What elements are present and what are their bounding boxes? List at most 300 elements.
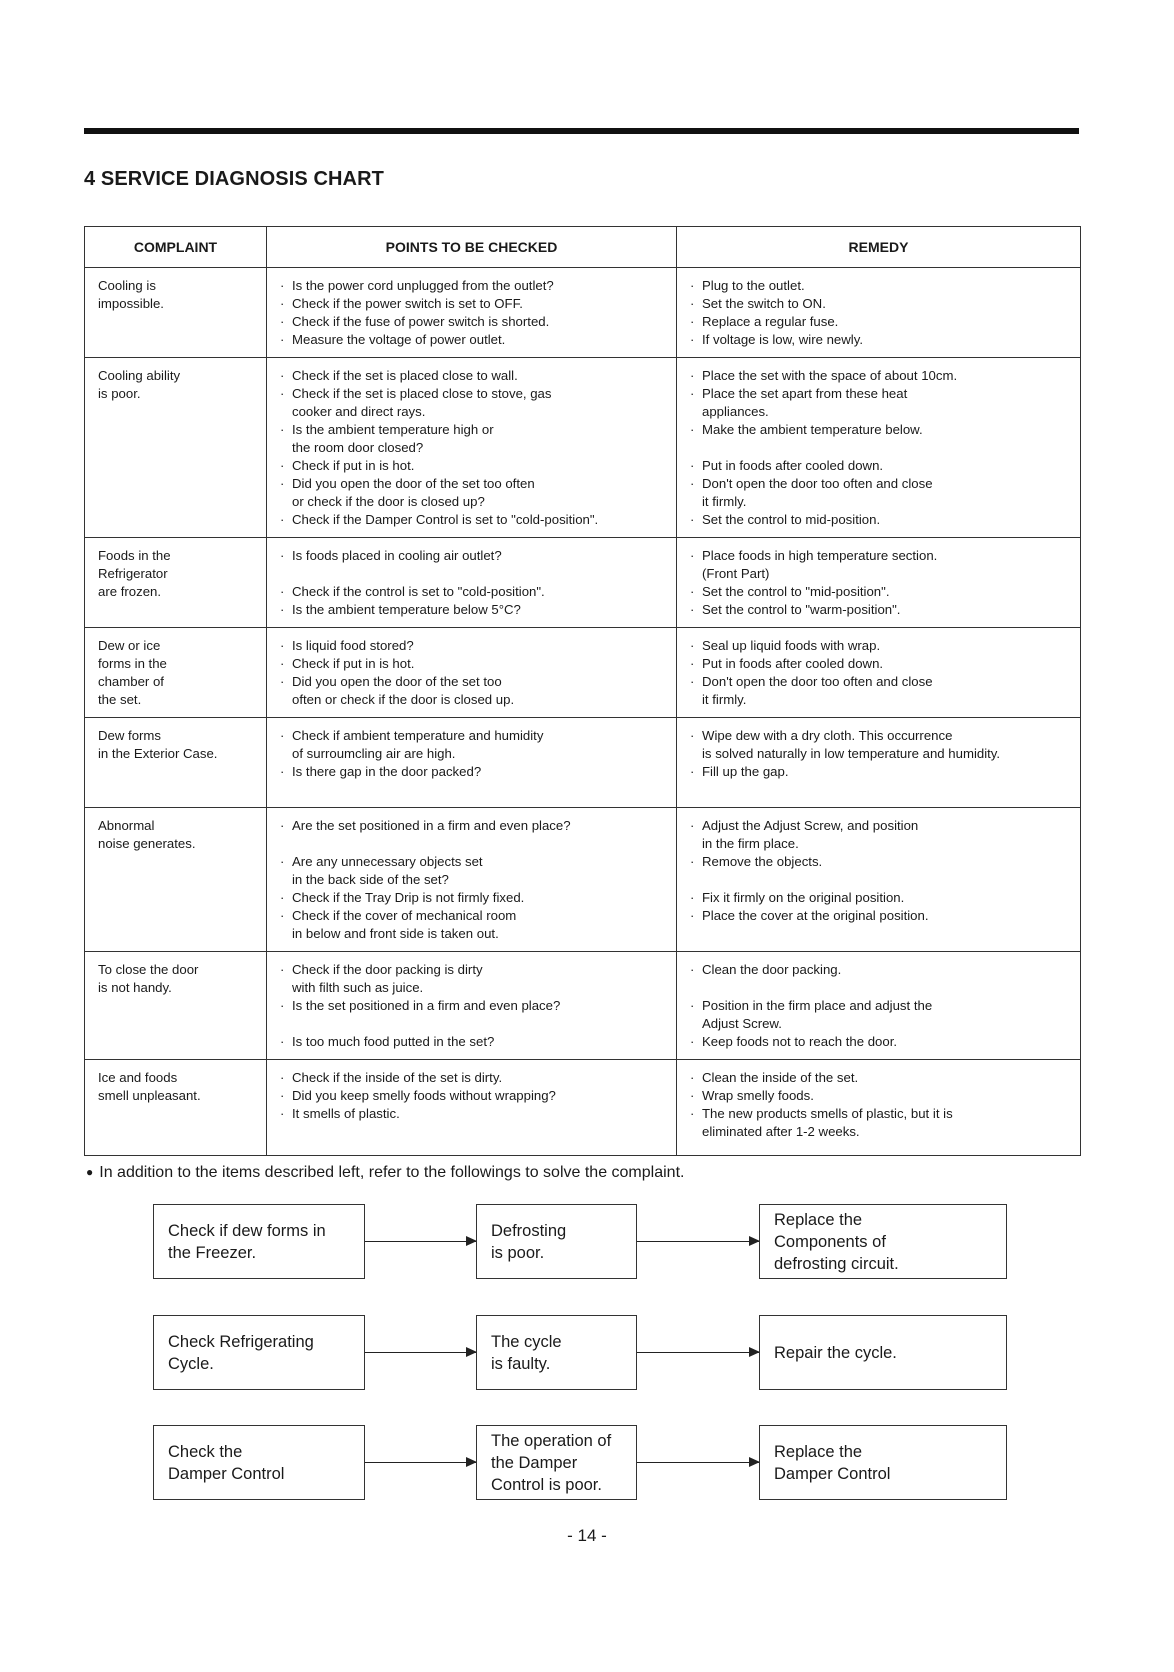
flow-text: Check if dew forms in: [168, 1221, 326, 1240]
remedy-item: [690, 295, 1074, 313]
item-text: Are any unnecessary objects set: [292, 854, 483, 869]
complaint-text: Cooling is: [98, 278, 156, 293]
item-text: Replace a regular fuse.: [702, 314, 839, 329]
arrow-icon: [637, 1241, 759, 1242]
table-header-row: [85, 227, 1081, 268]
bullet-icon: ·: [690, 602, 695, 617]
complaint-text: in the Exterior Case.: [98, 746, 218, 761]
flow-text: Components of: [774, 1232, 886, 1251]
remedy-cell: [677, 718, 1081, 808]
complaint-text: the set.: [98, 692, 142, 707]
arrow-icon: [365, 1462, 476, 1463]
check-item: [280, 961, 670, 979]
remedy-cell: [677, 1060, 1081, 1156]
spacer: [280, 781, 670, 799]
complaint-text: Cooling ability: [98, 368, 181, 383]
page-number: - 14 -: [567, 1526, 607, 1545]
remedy-item: [690, 475, 1074, 493]
table-row: [85, 1060, 1081, 1156]
item-text: Adjust the Adjust Screw, and position: [702, 818, 919, 833]
check-item: [280, 637, 670, 655]
points-cell: [267, 1060, 677, 1156]
flow-text: Damper Control: [774, 1464, 891, 1483]
remedy-item: [690, 691, 1074, 709]
remedy-item: [690, 889, 1074, 907]
remedy-item: [690, 673, 1074, 691]
bullet-icon: ·: [280, 548, 285, 563]
check-item: [280, 691, 670, 709]
item-text: Are the set positioned in a firm and even place?: [292, 818, 571, 833]
complaint-cell: [85, 538, 267, 628]
item-text: The new products smells of plastic, but it is: [702, 1106, 953, 1121]
bullet-icon: ·: [280, 818, 285, 833]
remedy-cell: [677, 808, 1081, 952]
complaint-text: Foods in the: [98, 548, 171, 563]
check-item: [280, 1069, 670, 1087]
item-text: Seal up liquid foods with wrap.: [702, 638, 881, 653]
remedy-item: [690, 385, 1074, 403]
check-item: [280, 871, 670, 889]
remedy-item: [690, 547, 1074, 565]
remedy-item: [690, 763, 1074, 781]
item-text: cooker and direct rays.: [292, 404, 426, 419]
item-text: Check if the set is placed close to wall.: [292, 368, 518, 383]
bullet-icon: ·: [280, 1106, 285, 1121]
check-item: [280, 367, 670, 385]
item-text: Put in foods after cooled down.: [702, 656, 884, 671]
flow-box-damper-operation-poor: [476, 1425, 637, 1500]
check-item: [280, 979, 670, 997]
remedy-item: [690, 1087, 1074, 1105]
item-text: Adjust Screw.: [702, 1016, 782, 1031]
check-item: [280, 1087, 670, 1105]
bullet-icon: ·: [690, 1070, 695, 1085]
item-text: Is foods placed in cooling air outlet?: [292, 548, 502, 563]
bullet-icon: ·: [280, 584, 285, 599]
complaint-text: Refrigerator: [98, 566, 168, 581]
item-text: Is there gap in the door packed?: [292, 764, 482, 779]
item-text: Check if the control is set to "cold-position".: [292, 584, 545, 599]
arrow-icon: [637, 1352, 759, 1353]
complaint-cell: [85, 358, 267, 538]
remedy-item: [690, 601, 1074, 619]
check-item: [280, 817, 670, 835]
item-text: often or check if the door is closed up.: [292, 692, 515, 707]
complaint-cell: [85, 1060, 267, 1156]
item-text: Check if the set is placed close to stove, gas: [292, 386, 552, 401]
points-cell: [267, 718, 677, 808]
table-row: [85, 952, 1081, 1060]
check-item: [280, 331, 670, 349]
remedy-item: [690, 835, 1074, 853]
bullet-icon: ·: [690, 512, 695, 527]
item-text: or check if the door is closed up?: [292, 494, 485, 509]
spacer: [280, 1015, 670, 1033]
item-text: Wrap smelly foods.: [702, 1088, 814, 1103]
remedy-item: [690, 1033, 1074, 1051]
item-text: Wipe dew with a dry cloth. This occurrence: [702, 728, 953, 743]
points-cell: [267, 628, 677, 718]
check-item: [280, 511, 670, 529]
flow-box-defrosting-poor: [476, 1204, 637, 1279]
check-item: [280, 403, 670, 421]
flow-box-check-refrigerating: [153, 1315, 365, 1390]
flow-text: The cycle: [491, 1332, 562, 1351]
item-text: Clean the door packing.: [702, 962, 842, 977]
complaint-cell: [85, 268, 267, 358]
item-text: Set the control to mid-position.: [702, 512, 881, 527]
spacer: [690, 439, 1074, 457]
remedy-item: [690, 313, 1074, 331]
bullet-icon: ·: [690, 278, 695, 293]
item-text: Did you open the door of the set too: [292, 674, 502, 689]
item-text: Clean the inside of the set.: [702, 1070, 859, 1085]
flow-text: Cycle.: [168, 1354, 214, 1373]
complaint-text: impossible.: [98, 296, 164, 311]
item-text: Check if the power switch is set to OFF.: [292, 296, 523, 311]
bullet-icon: ·: [280, 908, 285, 923]
flow-text: Check Refrigerating: [168, 1332, 314, 1351]
remedy-item: [690, 853, 1074, 871]
item-text: Place foods in high temperature section.: [702, 548, 938, 563]
bullet-dot-icon: ●: [86, 1165, 94, 1179]
item-text: It smells of plastic.: [292, 1106, 400, 1121]
flow-text: defrosting circuit.: [774, 1254, 899, 1273]
check-item: [280, 1105, 670, 1123]
item-text: Check if put in is hot.: [292, 656, 415, 671]
remedy-cell: [677, 538, 1081, 628]
points-cell: [267, 538, 677, 628]
bullet-icon: ·: [690, 1034, 695, 1049]
item-text: Set the control to "warm-position".: [702, 602, 901, 617]
complaint-text: is poor.: [98, 386, 141, 401]
bullet-icon: ·: [280, 602, 285, 617]
item-text: (Front Part): [702, 566, 770, 581]
bullet-icon: ·: [280, 764, 285, 779]
bullet-icon: ·: [280, 368, 285, 383]
spacer: [280, 565, 670, 583]
arrow-icon: [637, 1462, 759, 1463]
check-item: [280, 763, 670, 781]
item-text: Check if the inside of the set is dirty.: [292, 1070, 503, 1085]
bullet-icon: ·: [280, 674, 285, 689]
table-row: [85, 808, 1081, 952]
check-item: [280, 853, 670, 871]
item-text: Plug to the outlet.: [702, 278, 805, 293]
remedy-item: [690, 457, 1074, 475]
bullet-icon: ·: [280, 512, 285, 527]
bullet-icon: ·: [690, 656, 695, 671]
bullet-icon: ·: [690, 314, 695, 329]
bullet-icon: ·: [280, 1070, 285, 1085]
flow-text: is faulty.: [491, 1354, 551, 1373]
item-text: Make the ambient temperature below.: [702, 422, 923, 437]
check-item: [280, 673, 670, 691]
remedy-item: [690, 1015, 1074, 1033]
bullet-icon: ·: [280, 854, 285, 869]
item-text: Is liquid food stored?: [292, 638, 414, 653]
spacer: [690, 871, 1074, 889]
item-text: Is the ambient temperature below 5°C?: [292, 602, 521, 617]
flow-text: Control is poor.: [491, 1475, 602, 1494]
flow-text: Repair the cycle.: [774, 1343, 897, 1362]
item-text: appliances.: [702, 404, 769, 419]
bullet-icon: ·: [690, 854, 695, 869]
top-rule: [84, 128, 1079, 134]
complaint-cell: [85, 808, 267, 952]
item-text: eliminated after 1-2 weeks.: [702, 1124, 860, 1139]
item-text: it firmly.: [702, 692, 747, 707]
points-cell: [267, 358, 677, 538]
bullet-icon: ·: [690, 638, 695, 653]
bullet-icon: ·: [690, 818, 695, 833]
table-row: [85, 268, 1081, 358]
item-text: Check if the Damper Control is set to "cold-position".: [292, 512, 599, 527]
table-row: [85, 538, 1081, 628]
item-text: in the back side of the set?: [292, 872, 449, 887]
bullet-icon: ·: [690, 962, 695, 977]
complaint-text: Ice and foods: [98, 1070, 178, 1085]
flow-text: Replace the: [774, 1442, 863, 1461]
note: [86, 1164, 684, 1182]
check-item: [280, 295, 670, 313]
item-text: Don't open the door too often and close: [702, 476, 933, 491]
item-text: Did you open the door of the set too often: [292, 476, 535, 491]
flow-box-check-dew: [153, 1204, 365, 1279]
check-item: [280, 601, 670, 619]
flow-box-cycle-faulty: [476, 1315, 637, 1390]
table-row: [85, 358, 1081, 538]
item-text: Keep foods not to reach the door.: [702, 1034, 898, 1049]
item-text: with filth such as juice.: [292, 980, 424, 995]
item-text: the room door closed?: [292, 440, 424, 455]
complaint-cell: [85, 718, 267, 808]
item-text: Remove the objects.: [702, 854, 823, 869]
complaint-text: forms in the: [98, 656, 167, 671]
bullet-icon: ·: [690, 764, 695, 779]
bullet-icon: ·: [280, 638, 285, 653]
item-text: Is the ambient temperature high or: [292, 422, 494, 437]
remedy-item: [690, 745, 1074, 763]
bullet-icon: ·: [690, 476, 695, 491]
flow-box-check-damper: [153, 1425, 365, 1500]
bullet-icon: ·: [280, 278, 285, 293]
item-text: Put in foods after cooled down.: [702, 458, 884, 473]
item-text: Is the power cord unplugged from the outlet?: [292, 278, 554, 293]
complaint-text: Dew forms: [98, 728, 162, 743]
table-row: [85, 628, 1081, 718]
bullet-icon: ·: [690, 728, 695, 743]
remedy-item: [690, 727, 1074, 745]
points-cell: [267, 952, 677, 1060]
complaint-text: smell unpleasant.: [98, 1088, 201, 1103]
bullet-icon: ·: [280, 728, 285, 743]
remedy-cell: [677, 268, 1081, 358]
item-text: Is too much food putted in the set?: [292, 1034, 495, 1049]
check-item: [280, 583, 670, 601]
remedy-item: [690, 1105, 1074, 1123]
table-row: [85, 718, 1081, 808]
check-item: [280, 745, 670, 763]
complaint-cell: [85, 628, 267, 718]
item-text: Check if the fuse of power switch is shorted.: [292, 314, 550, 329]
item-text: Check if the Tray Drip is not firmly fixed.: [292, 890, 525, 905]
item-text: Position in the firm place and adjust the: [702, 998, 933, 1013]
note-text: In addition to the items described left, refer to the followings to solve the complaint.: [99, 1164, 685, 1181]
flow-text: is poor.: [491, 1243, 545, 1262]
spacer: [280, 835, 670, 853]
complaint-text: is not handy.: [98, 980, 172, 995]
bullet-icon: ·: [690, 998, 695, 1013]
item-text: in the firm place.: [702, 836, 799, 851]
complaint-text: chamber of: [98, 674, 164, 689]
item-text: Don't open the door too often and close: [702, 674, 933, 689]
bullet-icon: ·: [690, 386, 695, 401]
flow-text: Replace the: [774, 1210, 863, 1229]
bullet-icon: ·: [690, 674, 695, 689]
check-item: [280, 727, 670, 745]
complaint-text: Abnormal: [98, 818, 155, 833]
item-text: Set the switch to ON.: [702, 296, 826, 311]
check-item: [280, 277, 670, 295]
check-item: [280, 385, 670, 403]
spacer: [690, 979, 1074, 997]
arrow-icon: [365, 1352, 476, 1353]
flow-box-replace-damper: [759, 1425, 1007, 1500]
remedy-item: [690, 997, 1074, 1015]
bullet-icon: ·: [280, 476, 285, 491]
remedy-item: [690, 961, 1074, 979]
bullet-icon: ·: [280, 458, 285, 473]
check-item: [280, 313, 670, 331]
item-text: Place the set apart from these heat: [702, 386, 908, 401]
bullet-icon: ·: [280, 386, 285, 401]
bullet-icon: ·: [280, 962, 285, 977]
item-text: Place the cover at the original position.: [702, 908, 929, 923]
item-text: Check if the cover of mechanical room: [292, 908, 517, 923]
check-item: [280, 547, 670, 565]
check-item: [280, 493, 670, 511]
bullet-icon: ·: [280, 1088, 285, 1103]
flow-box-repair-cycle: [759, 1315, 1007, 1390]
flow-text: The operation of: [491, 1431, 612, 1450]
remedy-item: [690, 1069, 1074, 1087]
bullet-icon: ·: [280, 296, 285, 311]
header-complaint: COMPLAINT: [85, 227, 267, 268]
remedy-item: [690, 511, 1074, 529]
item-text: Is the set positioned in a firm and even place?: [292, 998, 561, 1013]
check-item: [280, 1033, 670, 1051]
bullet-icon: ·: [690, 296, 695, 311]
item-text: in below and front side is taken out.: [292, 926, 499, 941]
remedy-item: [690, 565, 1074, 583]
remedy-cell: [677, 628, 1081, 718]
bullet-icon: ·: [690, 548, 695, 563]
item-text: Did you keep smelly foods without wrapping?: [292, 1088, 556, 1103]
item-text: Check if ambient temperature and humidity: [292, 728, 544, 743]
remedy-item: [690, 637, 1074, 655]
spacer: [690, 781, 1074, 799]
remedy-item: [690, 403, 1074, 421]
bullet-icon: ·: [280, 1034, 285, 1049]
complaint-text: are frozen.: [98, 584, 162, 599]
complaint-text: To close the door: [98, 962, 199, 977]
complaint-text: noise generates.: [98, 836, 196, 851]
header-remedy: REMEDY: [677, 227, 1081, 268]
check-item: [280, 655, 670, 673]
check-item: [280, 925, 670, 943]
remedy-item: [690, 421, 1074, 439]
bullet-icon: ·: [690, 422, 695, 437]
check-item: [280, 997, 670, 1015]
remedy-item: [690, 817, 1074, 835]
item-text: If voltage is low, wire newly.: [702, 332, 863, 347]
remedy-item: [690, 655, 1074, 673]
bullet-icon: ·: [690, 1106, 695, 1121]
item-text: of surroumcling air are high.: [292, 746, 456, 761]
arrow-icon: [365, 1241, 476, 1242]
item-text: it firmly.: [702, 494, 747, 509]
check-item: [280, 907, 670, 925]
flow-text: the Freezer.: [168, 1243, 257, 1262]
check-item: [280, 421, 670, 439]
complaint-text: Dew or ice: [98, 638, 161, 653]
bullet-icon: ·: [280, 422, 285, 437]
bullet-icon: ·: [280, 998, 285, 1013]
bullet-icon: ·: [690, 1088, 695, 1103]
item-text: Fill up the gap.: [702, 764, 789, 779]
flow-text: Damper Control: [168, 1464, 285, 1483]
bullet-icon: ·: [280, 332, 285, 347]
remedy-item: [690, 367, 1074, 385]
item-text: Place the set with the space of about 10cm.: [702, 368, 958, 383]
complaint-cell: [85, 952, 267, 1060]
section-title: 4 SERVICE DIAGNOSIS CHART: [84, 168, 384, 190]
check-item: [280, 457, 670, 475]
item-text: is solved naturally in low temperature and humidity.: [702, 746, 1001, 761]
bullet-icon: ·: [280, 314, 285, 329]
remedy-item: [690, 907, 1074, 925]
remedy-item: [690, 331, 1074, 349]
bullet-icon: ·: [690, 368, 695, 383]
remedy-cell: [677, 952, 1081, 1060]
item-text: Measure the voltage of power outlet.: [292, 332, 506, 347]
flow-text: Check the: [168, 1442, 243, 1461]
bullet-icon: ·: [280, 890, 285, 905]
diagnosis-table: [84, 226, 1081, 1156]
item-text: Set the control to "mid-position".: [702, 584, 890, 599]
flow-box-replace-components: [759, 1204, 1007, 1279]
bullet-icon: ·: [690, 458, 695, 473]
bullet-icon: ·: [280, 656, 285, 671]
check-item: [280, 439, 670, 457]
check-item: [280, 889, 670, 907]
item-text: Check if the door packing is dirty: [292, 962, 483, 977]
header-points: POINTS TO BE CHECKED: [267, 227, 677, 268]
bullet-icon: ·: [690, 908, 695, 923]
remedy-item: [690, 1123, 1074, 1141]
item-text: Check if put in is hot.: [292, 458, 415, 473]
flow-text: the Damper: [491, 1453, 578, 1472]
bullet-icon: ·: [690, 584, 695, 599]
points-cell: [267, 808, 677, 952]
remedy-item: [690, 583, 1074, 601]
bullet-icon: ·: [690, 890, 695, 905]
flow-text: Defrosting: [491, 1221, 567, 1240]
remedy-item: [690, 493, 1074, 511]
remedy-cell: [677, 358, 1081, 538]
check-item: [280, 475, 670, 493]
